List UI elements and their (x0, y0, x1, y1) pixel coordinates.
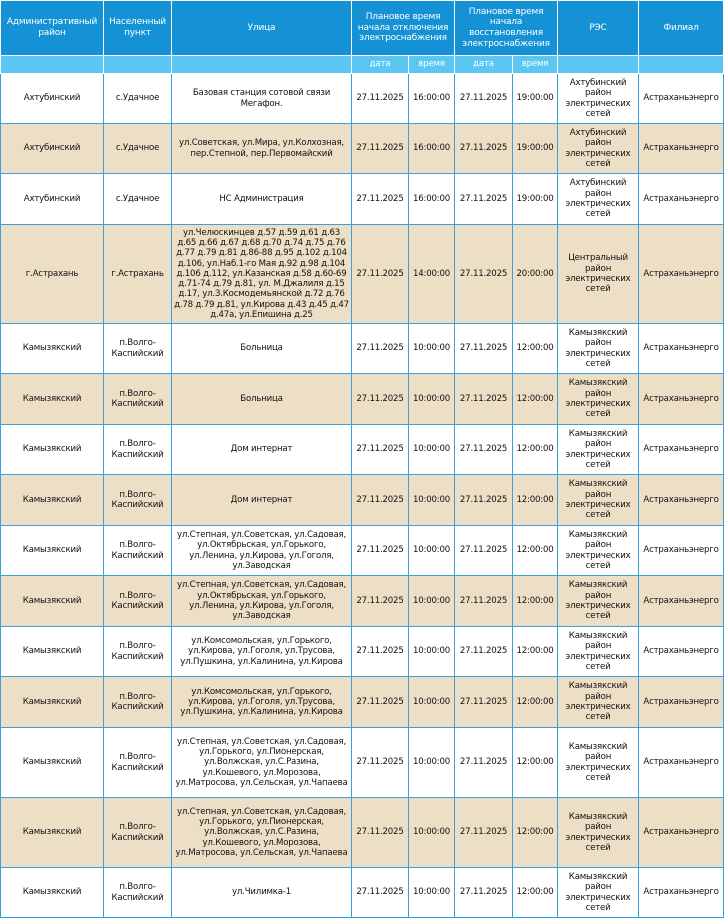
header-off-time: Плановое время начала отключения электроснабжения (352, 1, 455, 56)
cell-res: Камызякский район электрических сетей (558, 324, 639, 374)
cell-on-date: 27.11.2025 (455, 74, 513, 124)
subheader-empty (1, 56, 104, 74)
header-res: РЭС (558, 1, 639, 56)
cell-district: Камызякский (1, 798, 104, 868)
cell-off-time: 16:00:00 (409, 174, 455, 225)
cell-off-date: 27.11.2025 (352, 374, 409, 425)
table-row (1, 174, 724, 225)
cell-locality: п.Волго-Каспийский (104, 627, 172, 677)
cell-off-time: 10:00:00 (409, 627, 455, 677)
subheader-empty (104, 56, 172, 74)
cell-off-time: 10:00:00 (409, 324, 455, 374)
cell-on-date: 27.11.2025 (455, 627, 513, 677)
cell-locality: с.Удачное (104, 74, 172, 124)
cell-off-date: 27.11.2025 (352, 526, 409, 576)
cell-off-time: 16:00:00 (409, 124, 455, 174)
cell-street: ул.Степная, ул.Советская, ул.Садовая, ул.Горького, ул.Пионерская, ул.Волжская, ул.С.Разина, ул.Кошевого, ул.Морозова, ул.Матросова, ул.Сельская, ул.Чапаева (172, 798, 352, 868)
cell-branch: Астраханьэнерго (639, 728, 724, 798)
cell-res: Камызякский район электрических сетей (558, 526, 639, 576)
cell-branch: Астраханьэнерго (639, 324, 724, 374)
cell-branch: Астраханьэнерго (639, 374, 724, 425)
cell-on-time: 20:00:00 (513, 225, 558, 324)
cell-branch: Астраханьэнерго (639, 74, 724, 124)
subheader-on-date: дата (455, 56, 513, 74)
subheader-empty (639, 56, 724, 74)
table-row (1, 798, 724, 868)
cell-district: Камызякский (1, 576, 104, 627)
cell-on-date: 27.11.2025 (455, 374, 513, 425)
table-row (1, 425, 724, 475)
cell-district: Ахтубинский (1, 174, 104, 225)
cell-locality: п.Волго-Каспийский (104, 425, 172, 475)
cell-locality: п.Волго-Каспийский (104, 374, 172, 425)
cell-district: Камызякский (1, 425, 104, 475)
cell-branch: Астраханьэнерго (639, 868, 724, 918)
subheader-empty (558, 56, 639, 74)
table-row (1, 374, 724, 425)
cell-street: Больница (172, 374, 352, 425)
cell-on-time: 12:00:00 (513, 677, 558, 728)
cell-on-date: 27.11.2025 (455, 475, 513, 526)
cell-on-time: 19:00:00 (513, 124, 558, 174)
table-row (1, 576, 724, 627)
cell-on-date: 27.11.2025 (455, 124, 513, 174)
cell-on-time: 19:00:00 (513, 174, 558, 225)
cell-street: Дом интернат (172, 475, 352, 526)
table-row (1, 124, 724, 174)
cell-on-time: 12:00:00 (513, 576, 558, 627)
cell-locality: п.Волго-Каспийский (104, 526, 172, 576)
subheader-off-time: время (409, 56, 455, 74)
cell-off-time: 10:00:00 (409, 526, 455, 576)
cell-off-date: 27.11.2025 (352, 475, 409, 526)
cell-locality: п.Волго-Каспийский (104, 576, 172, 627)
cell-street: НС Администрация (172, 174, 352, 225)
cell-res: Камызякский район электрических сетей (558, 798, 639, 868)
cell-off-date: 27.11.2025 (352, 576, 409, 627)
cell-off-time: 10:00:00 (409, 374, 455, 425)
table-row (1, 74, 724, 124)
cell-district: Камызякский (1, 627, 104, 677)
table-row (1, 868, 724, 918)
cell-off-date: 27.11.2025 (352, 728, 409, 798)
cell-on-date: 27.11.2025 (455, 728, 513, 798)
cell-res: Центральный район электрических сетей (558, 225, 639, 324)
cell-on-time: 12:00:00 (513, 374, 558, 425)
cell-off-date: 27.11.2025 (352, 868, 409, 918)
header-locality: Населенный пункт (104, 1, 172, 56)
cell-district: Камызякский (1, 526, 104, 576)
cell-off-date: 27.11.2025 (352, 74, 409, 124)
cell-off-date: 27.11.2025 (352, 324, 409, 374)
cell-res: Ахтубинский район электрических сетей (558, 74, 639, 124)
cell-res: Камызякский район электрических сетей (558, 576, 639, 627)
cell-on-date: 27.11.2025 (455, 174, 513, 225)
cell-street: ул.Советская, ул.Мира, ул.Колхозная, пер.Степной, пер.Первомайский (172, 124, 352, 174)
cell-off-time: 10:00:00 (409, 576, 455, 627)
cell-on-date: 27.11.2025 (455, 868, 513, 918)
cell-on-time: 12:00:00 (513, 728, 558, 798)
cell-street: ул.Степная, ул.Советская, ул.Садовая, ул.Октябрьская, ул.Горького, ул.Ленина, ул.Кирова, ул.Гоголя, ул.Заводская (172, 526, 352, 576)
cell-locality: п.Волго-Каспийский (104, 868, 172, 918)
cell-res: Камызякский район электрических сетей (558, 868, 639, 918)
cell-off-date: 27.11.2025 (352, 124, 409, 174)
cell-street: Базовая станция сотовой связи Мегафон. (172, 74, 352, 124)
cell-on-date: 27.11.2025 (455, 225, 513, 324)
cell-off-date: 27.11.2025 (352, 677, 409, 728)
cell-on-date: 27.11.2025 (455, 576, 513, 627)
cell-branch: Астраханьэнерго (639, 627, 724, 677)
cell-branch: Астраханьэнерго (639, 124, 724, 174)
cell-off-time: 10:00:00 (409, 798, 455, 868)
cell-district: Камызякский (1, 677, 104, 728)
cell-off-date: 27.11.2025 (352, 627, 409, 677)
cell-on-date: 27.11.2025 (455, 526, 513, 576)
table-row (1, 324, 724, 374)
cell-district: Камызякский (1, 728, 104, 798)
header-street: Улица (172, 1, 352, 56)
cell-res: Камызякский район электрических сетей (558, 728, 639, 798)
cell-street: Больница (172, 324, 352, 374)
cell-street: ул.Комсомольская, ул.Горького, ул.Кирова, ул.Гоголя, ул.Трусова, ул.Пушкина, ул.Калинина, ул.Кирова (172, 677, 352, 728)
table-row (1, 627, 724, 677)
cell-branch: Астраханьэнерго (639, 526, 724, 576)
cell-on-time: 12:00:00 (513, 868, 558, 918)
cell-off-date: 27.11.2025 (352, 225, 409, 324)
cell-off-time: 10:00:00 (409, 475, 455, 526)
cell-on-date: 27.11.2025 (455, 324, 513, 374)
cell-res: Ахтубинский район электрических сетей (558, 174, 639, 225)
cell-branch: Астраханьэнерго (639, 174, 724, 225)
cell-on-date: 27.11.2025 (455, 798, 513, 868)
cell-res: Ахтубинский район электрических сетей (558, 124, 639, 174)
cell-branch: Астраханьэнерго (639, 425, 724, 475)
cell-street: ул.Челюскинцев д.57 д.59 д.61 д.63 д.65 д.66 д.67 д.68 д.70 д.74 д.75 д.76 д.77 д.79 д.81 д.86-88 д.95 д.102 д.104 д.106, ул.Наб.1-го Мая д.92 д.98 д.104 д.106 д.112, ул.Казанская д.58 д.60-69 д.71-74 д.79 д.81, ул. М.Джалиля д.15 д.17, ул.З.Космодемьянской д.72 д.76 д.78 д.79 д.81, ул.Кирова д.43 д.45 д.47 д.47а, ул.Епишина д.25 (172, 225, 352, 324)
cell-branch: Астраханьэнерго (639, 576, 724, 627)
cell-on-time: 12:00:00 (513, 475, 558, 526)
cell-res: Камызякский район электрических сетей (558, 475, 639, 526)
cell-off-date: 27.11.2025 (352, 174, 409, 225)
subheader-off-date: дата (352, 56, 409, 74)
cell-off-time: 10:00:00 (409, 728, 455, 798)
cell-on-time: 12:00:00 (513, 324, 558, 374)
cell-res: Камызякский район электрических сетей (558, 425, 639, 475)
cell-district: Камызякский (1, 374, 104, 425)
header-branch: Филиал (639, 1, 724, 56)
cell-off-time: 10:00:00 (409, 868, 455, 918)
subheader-empty (172, 56, 352, 74)
cell-locality: п.Волго-Каспийский (104, 475, 172, 526)
table-row (1, 526, 724, 576)
cell-branch: Астраханьэнерго (639, 475, 724, 526)
cell-off-time: 10:00:00 (409, 677, 455, 728)
cell-on-date: 27.11.2025 (455, 425, 513, 475)
table-row (1, 225, 724, 324)
cell-res: Камызякский район электрических сетей (558, 627, 639, 677)
cell-district: Камызякский (1, 868, 104, 918)
cell-off-time: 14:00:00 (409, 225, 455, 324)
cell-locality: г.Астрахань (104, 225, 172, 324)
cell-branch: Астраханьэнерго (639, 798, 724, 868)
cell-res: Камызякский район электрических сетей (558, 677, 639, 728)
cell-district: Камызякский (1, 475, 104, 526)
cell-branch: Астраханьэнерго (639, 677, 724, 728)
cell-street: ул.Степная, ул.Советская, ул.Садовая, ул.Октябрьская, ул.Горького, ул.Ленина, ул.Кирова, ул.Гоголя, ул.Заводская (172, 576, 352, 627)
cell-off-time: 16:00:00 (409, 74, 455, 124)
header-on-time: Плановое время начала восстановления электроснабжения (455, 1, 558, 56)
subheader-on-time: время (513, 56, 558, 74)
cell-street: ул.Чилимка-1 (172, 868, 352, 918)
cell-locality: п.Волго-Каспийский (104, 728, 172, 798)
cell-district: Ахтубинский (1, 124, 104, 174)
cell-street: ул.Степная, ул.Советская, ул.Садовая, ул.Горького, ул.Пионерская, ул.Волжская, ул.С.Разина, ул.Кошевого, ул.Морозова, ул.Матросова, ул.Сельская, ул.Чапаева (172, 728, 352, 798)
cell-district: Ахтубинский (1, 74, 104, 124)
table-row (1, 475, 724, 526)
cell-locality: п.Волго-Каспийский (104, 324, 172, 374)
header-district: Административный район (1, 1, 104, 56)
cell-off-date: 27.11.2025 (352, 798, 409, 868)
cell-locality: п.Волго-Каспийский (104, 798, 172, 868)
cell-on-date: 27.11.2025 (455, 677, 513, 728)
cell-off-date: 27.11.2025 (352, 425, 409, 475)
cell-on-time: 12:00:00 (513, 627, 558, 677)
cell-res: Камызякский район электрических сетей (558, 374, 639, 425)
cell-on-time: 19:00:00 (513, 74, 558, 124)
cell-on-time: 12:00:00 (513, 798, 558, 868)
cell-district: г.Астрахань (1, 225, 104, 324)
cell-street: ул.Комсомольская, ул.Горького, ул.Кирова, ул.Гоголя, ул.Трусова, ул.Пушкина, ул.Калинина, ул.Кирова (172, 627, 352, 677)
cell-on-time: 12:00:00 (513, 425, 558, 475)
cell-branch: Астраханьэнерго (639, 225, 724, 324)
cell-locality: п.Волго-Каспийский (104, 677, 172, 728)
table-row (1, 677, 724, 728)
cell-locality: с.Удачное (104, 124, 172, 174)
cell-street: Дом интернат (172, 425, 352, 475)
table-row (1, 728, 724, 798)
cell-off-time: 10:00:00 (409, 425, 455, 475)
cell-locality: с.Удачное (104, 174, 172, 225)
cell-on-time: 12:00:00 (513, 526, 558, 576)
cell-district: Камызякский (1, 324, 104, 374)
